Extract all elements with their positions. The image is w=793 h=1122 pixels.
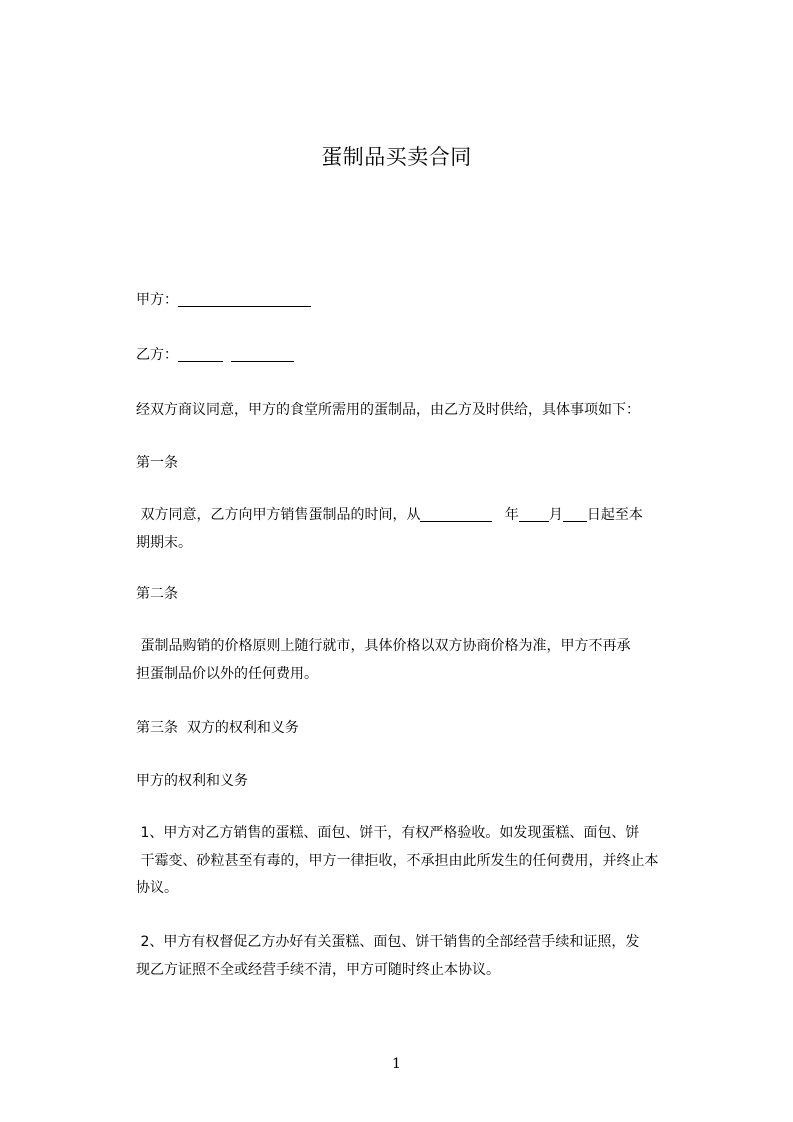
party-b-blank-1 — [178, 345, 223, 362]
month-blank — [519, 505, 549, 522]
article-1-line-1: 双方同意，乙方向甲方销售蛋制品的时间，从 年 月 日起至本 — [136, 507, 643, 523]
party-a-label: 甲方： — [136, 292, 178, 308]
item-1-line-3: 协议。 — [136, 880, 178, 896]
document-title: 蛋制品买卖合同 — [321, 145, 472, 169]
start-date-blank — [420, 505, 492, 522]
article-2-heading: 第二条 — [136, 586, 178, 602]
intro-paragraph: 经双方商议同意，甲方的食堂所需用的蛋制品，由乙方及时供给，具体事项如下： — [136, 402, 640, 418]
article-3-heading: 第三条 双方的权利和义务 — [136, 720, 299, 736]
article-2-line-1: 蛋制品购销的价格原则上随行就市，具体价格以双方协商价格为准，甲方不再承 — [136, 638, 631, 654]
page-number: 1 — [392, 1056, 401, 1072]
item-1-line-2: 干霉变、砂粒甚至有毒的，甲方一律拒收，不承担由此所发生的任何费用，并终止本 — [136, 853, 659, 869]
article-1-heading: 第一条 — [136, 455, 178, 471]
item-2-line-1: 2、甲方有权督促乙方办好有关蛋糕、面包、饼干销售的全部经营手续和证照，发 — [136, 934, 640, 950]
article-2-line-2: 担蛋制品价以外的任何费用。 — [136, 666, 318, 682]
party-b-line — [136, 341, 716, 369]
party-a-blank — [178, 290, 311, 307]
article-1-line-2: 期期末。 — [136, 535, 192, 551]
item-1-line-1: 1、甲方对乙方销售的蛋糕、面包、饼干，有权严格验收。如发现蛋糕、面包、饼 — [136, 825, 640, 841]
party-b-blank-2 — [231, 345, 294, 362]
party-b-label: 乙方： — [136, 347, 178, 363]
item-2-line-2: 现乙方证照不全或经营手续不清，甲方可随时终止本协议。 — [136, 962, 500, 978]
day-blank — [563, 505, 587, 522]
party-a-rights-heading: 甲方的权利和义务 — [136, 773, 248, 789]
party-a-line — [136, 286, 716, 314]
